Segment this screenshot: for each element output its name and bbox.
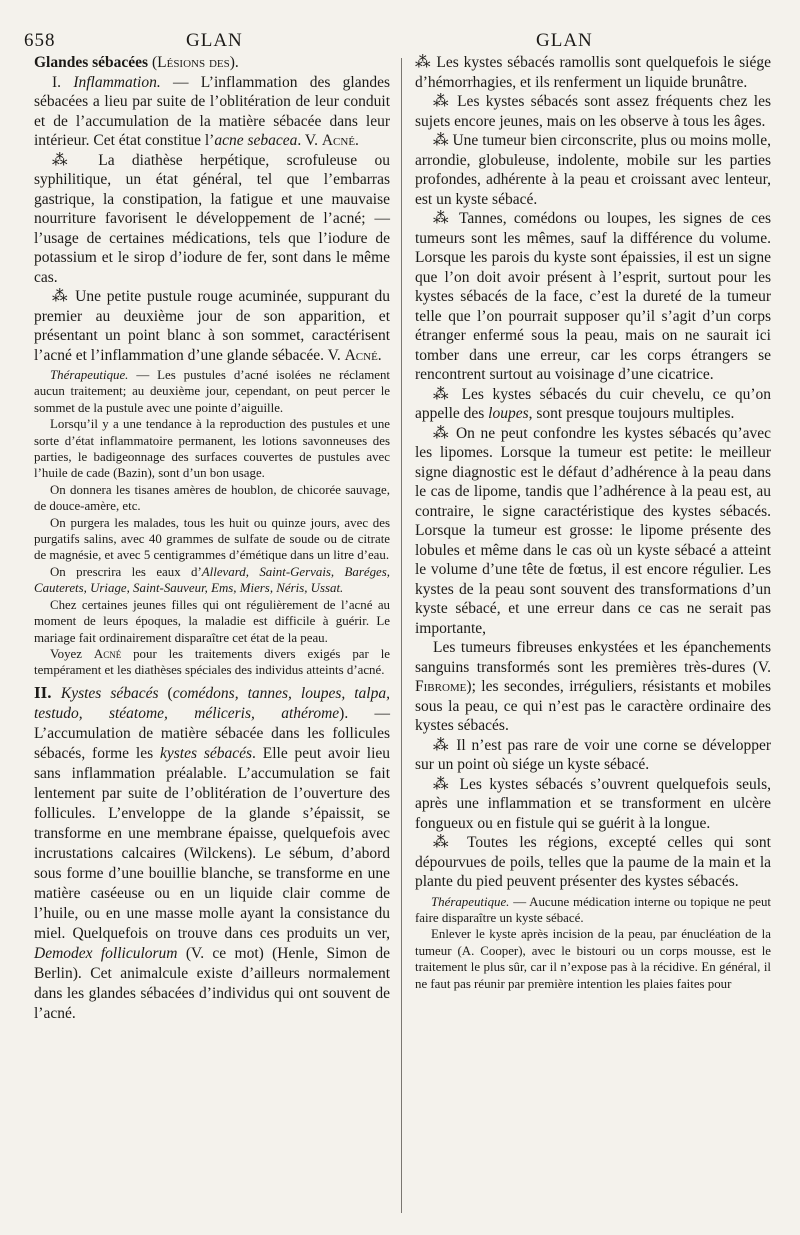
therapeutic-paragraph: Lorsqu’il y a une tendance à la reproduction des pustules et une sorte d’état inflammatoire permanent, les lotions savonneuses des parties, le badigeonnage des surfaces couvertes de pustules avec l’huile de cade (Bazin), sont d’un bon usage. [34, 417, 390, 481]
therapeutic-paragraph: Thérapeutique. — Aucune médication interne ou topique ne peut faire disparaître un kyste sébacé. [415, 894, 771, 925]
column-divider [401, 58, 402, 1213]
cross-reference: Acné. [321, 132, 359, 149]
running-head-left: GLAN [186, 30, 243, 51]
left-column [34, 53, 390, 1024]
section-kystes-sebaces: II. Kystes sébacés (comédons, tannes, loupes, talpa, testudo, stéatome, méliceris, athérome). — L’accumulation de matière sébacée dans les follicules sébacés, forme les kystes sébacés. Elle peut avoir lieu sans inflammation préalable. L’accumulation se fait lentement par suite de l’oblitération de l’ouverture des follicules. L’enveloppe de la glande s’épaissit, se transforme en une membrane épaisse, quelquefois avec incrustations calcaires (Wilckens). Le sébum, d’abord sous forme d’une bouillie blanche, se transforme en une matière caséeuse ou en un liquide clair comme de l’huile, ou en une masse molle ayant la consistance du miel. Quelquefois on trouve dans ces produits un ver, Demodex folliculorum (V. ce mot) (Henle, Simon de Berlin). Cet animalcule existe d’ailleurs normalement dans les glandes sébacées d’individus qui ont souvent de l’acné. [34, 682, 391, 1022]
entry-heading [34, 53, 390, 73]
therapeutic-paragraph: On donnera les tisanes amères de houblon, de chicorée sauvage, de douce-amère, etc. [34, 482, 390, 514]
entry-heading-title: Glandes sébacées [34, 54, 149, 71]
paragraph: ⁂ Les kystes sébacés s’ouvrent quelquefois seuls, après une inflammation et se transforment en ulcère fongueux ou en fistule qui se guérit à la longue. [415, 775, 771, 832]
paragraph-diathese: ⁂ La diathèse herpétique, scrofuleuse ou syphilitique, un état général, tel que l’embarras gastrique, la constipation, la fatigue et une mauvaise nourriture favorisent le développement de l’acné; — l’usage de certaines médications, tels que l’iodure de potassium et le sirop d’iodure de fer, sont dans le même cas. [34, 151, 390, 286]
paragraph: ⁂ Les kystes sébacés ramollis sont quelquefois le siége d’hémorrhagies, et ils renferment un liquide brunâtre. [415, 54, 771, 91]
paragraph-pustule: ⁂ Une petite pustule rouge acuminée, suppurant du premier au deuxième jour de son apparition, et présentant un point blanc à son sommet, caractérisent l’acné et l’inflammation d’une glande sébacée. V. Acné. [34, 288, 390, 364]
therapeutic-paragraph: Thérapeutique. — Les pustules d’acné isolées ne réclament aucun traitement; au deuxième jour, cependant, on peut percer le sommet de la pustule avec une pointe d’aiguille. [34, 368, 390, 415]
running-head-right: GLAN [536, 30, 593, 51]
paragraph: ⁂ On ne peut confondre les kystes sébacés qu’avec les lipomes. Lorsque la tumeur est petite: le meilleur signe diagnostic est le défaut d’adhérence à la peau dans le cas de lipome, tandis que l’adhérence à la peau est, au contraire, le signe caractéristique des kystes sébacés. Lorsque la tumeur est grosse: le lipome présente des lobules et même dans le cas où un kyste sébacé a atteint le volume d’une tête de fœtus, il est encore régulier. Les kystes de la peau sont souvent des transformations d’un kyste sébacé, et une erreur dans ce cas ne serait pas importante, [415, 424, 771, 637]
paragraph-inflammation: I. Inflammation. — L’inflammation des glandes sébacées a lieu par suite de l’oblitération de leur conduit et de l’accumulation de la matière sébacée dans leur intérieur. Cet état constitue l’acne sebacea. V. Acné. [34, 73, 390, 149]
therapeutic-paragraph: On purgera les malades, tous les huit ou quinze jours, avec des purgatifs salins, avec 40 grammes de sulfate de soude ou de citrate de magnésie, et avec 5 centigrammes d’émétique dans un litre d’eau. [34, 515, 390, 563]
paragraph: ⁂ Les kystes sébacés sont assez fréquents chez les sujets encore jeunes, mais on les observe à tous les âges. [415, 93, 771, 130]
paragraph: ⁂ Il n’est pas rare de voir une corne se développer sur un point où siége un kyste sébacé. [415, 736, 771, 773]
paragraph: ⁂ Toutes les régions, excepté celles qui sont dépourvues de poils, telles que la paume de la main et la plante du pied peuvent présenter des kystes sébacés. [415, 834, 771, 890]
cross-reference: Acné [93, 646, 122, 661]
therapeutic-paragraph: Chez certaines jeunes filles qui ont régulièrement de l’acné au moment de leurs époques, la maladie est difficile à guérir. Le mariage fait ordinairement disparaître cet état de la peau. [34, 597, 390, 645]
paragraph: ⁂ Les kystes sébacés du cuir chevelu, ce qu’on appelle des loupes, sont presque toujours multiples. [415, 385, 771, 422]
paragraph: Les tumeurs fibreuses enkystées et les épanchements sanguins transformés sont les premières très-dures (V. Fibrome); les secondes, irréguliers, résistants et mobiles sous la peau, ce qui n’est pas le caractère ordinaire des kystes sébacés. [415, 639, 771, 734]
cross-reference: Acné. [344, 346, 382, 364]
paragraph: ⁂ Tannes, comédons ou loupes, les signes de ces tumeurs sont les mêmes, sauf la différence du volume. Lorsque les parois du kyste sont épaissies, il est un signe que l’on doit avoir présent à l’esprit, surtout pour les kystes sébacés de la face, c’est la dureté de la tumeur telle que l’on pourrait supposer qu’il s’agit d’un corps étranger enfermé sous la peau, mais on ne saurait ici tomber dans une erreur, car les corps étrangers se rencontrent surtout au voisinage d’une cicatrice. [415, 210, 771, 383]
therapeutic-paragraph: On prescrira les eaux d’Allevard, Saint-Gervais, Baréges, Cauterets, Uriage, Saint-Sauveur, Ems, Miers, Néris, Ussat. [34, 564, 390, 596]
page-number: 658 [24, 30, 56, 51]
therapeutic-paragraph: Enlever le kyste après incision de la peau, par énucléation de la tumeur (A. Cooper), avec le bistouri ou un corps mousse, est le traitement le plus sûr, car il n’expose pas à la récidive. En général, il ne faut pas réunir par première intention les plaies faites pour [415, 927, 771, 991]
cross-reference: Fibrome [415, 678, 467, 695]
therapeutic-paragraph: Voyez Acné pour les traitements divers exigés par le tempérament et les diathèses spéciales des individus atteints d’acné. [34, 646, 390, 678]
paragraph: ⁂ Une tumeur bien circonscrite, plus ou moins molle, arrondie, globuleuse, indolente, mobile sur les parties profondes, adhérente à la peau et croissant avec lenteur, est un kyste sébacé. [415, 132, 771, 208]
right-column [415, 53, 771, 992]
entry-heading-subtitle: (Lésions des). [148, 54, 239, 71]
